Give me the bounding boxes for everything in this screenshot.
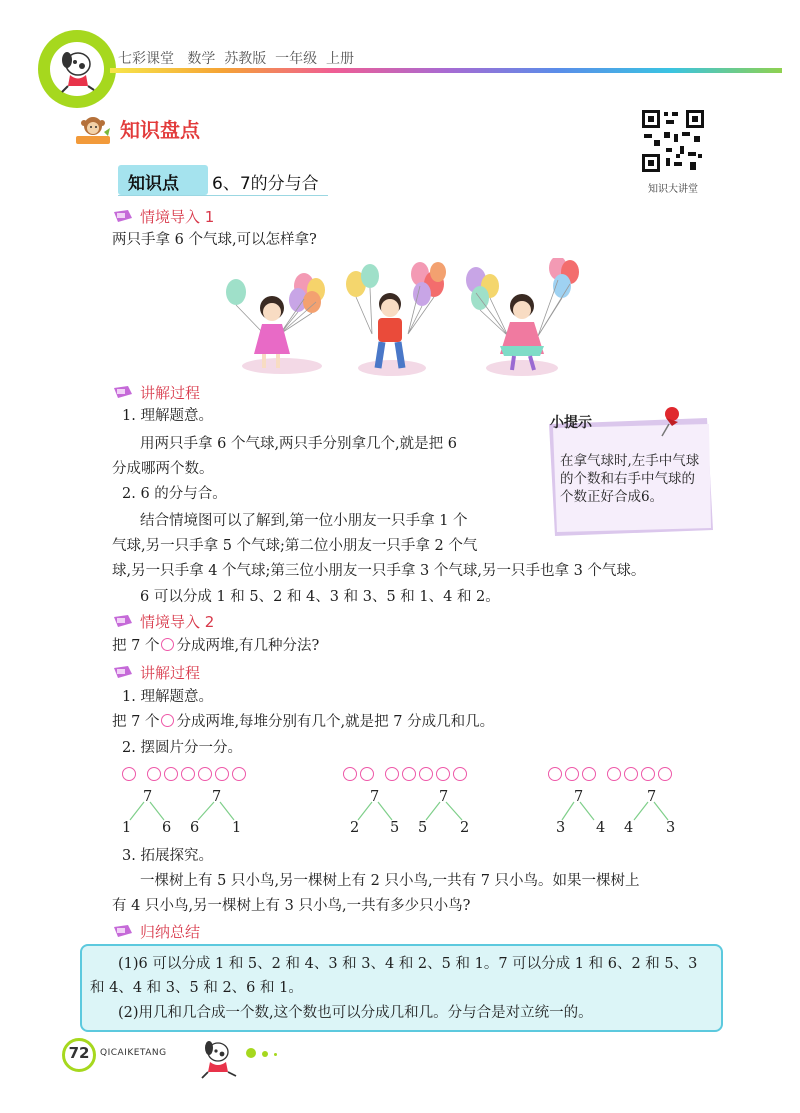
qr-label: 知识大讲堂 <box>648 184 698 195</box>
tree1a-left: 1 <box>122 820 132 836</box>
explain1-para1-line2: 分成哪两个数。 <box>112 461 214 477</box>
circle-chip-icon <box>419 767 433 781</box>
circle-chip-icon <box>402 767 416 781</box>
tip-text: 在拿气球时,左手中气球的个数和右手中气球的个数正好合成6。 <box>560 453 700 505</box>
tree3b-total: 7 <box>647 789 657 805</box>
explain1-para2-line2: 气球,另一只手拿 5 个气球;第二位小朋友一只手拿 2 个气 <box>112 538 478 554</box>
tree1a-total: 7 <box>143 789 153 805</box>
summary-heading: 归纳总结 <box>140 923 201 941</box>
tree1b-total: 7 <box>212 789 222 805</box>
dog-mascot-icon <box>52 42 104 94</box>
explain1-step2: 2. 6 的分与合。 <box>122 486 227 502</box>
slide-icon <box>112 384 134 400</box>
circle-chip-icon <box>548 767 562 781</box>
tree3b-right: 3 <box>666 820 676 836</box>
monkey-on-book-icon <box>74 112 112 146</box>
circle-chip-icon <box>147 767 161 781</box>
explain2-para1-after: 分成两堆,每堆分别有几个,就是把 7 分成几和几。 <box>176 714 495 730</box>
slide-icon <box>112 923 134 939</box>
circle-chip-icon <box>565 767 579 781</box>
footer-dot-small <box>274 1053 277 1056</box>
qr-code-icon[interactable] <box>640 108 706 174</box>
tree2a-left: 2 <box>350 820 360 836</box>
circle-chip-icon <box>164 767 178 781</box>
scenario1-heading: 情境导入 1 <box>140 208 215 226</box>
circle-chip-icon <box>232 767 246 781</box>
summary-line2: 和 4、4 和 3、5 和 2、6 和 1。 <box>90 980 303 996</box>
explain2-heading: 讲解过程 <box>140 664 201 682</box>
footer-dot-medium <box>262 1051 268 1057</box>
circle-chip-icon <box>607 767 621 781</box>
knowledge-point-label: 知识点 <box>128 174 179 194</box>
dog-mascot-icon <box>196 1034 242 1080</box>
circle-chip-icon <box>198 767 212 781</box>
circle-chip-icon <box>385 767 399 781</box>
circle-chip-icon <box>161 714 174 727</box>
tree2a-total: 7 <box>370 789 380 805</box>
explain1-step1: 1. 理解题意。 <box>122 408 213 424</box>
circle-chip-icon <box>215 767 229 781</box>
section-title: 知识盘点 <box>120 118 200 142</box>
scenario1-question: 两只手拿 6 个气球,可以怎样拿? <box>112 232 317 248</box>
summary-line3: (2)用几和几合成一个数,这个数也可以分成几和几。分与合是对立统一的。 <box>118 1005 593 1021</box>
explain2-step1: 1. 理解题意。 <box>122 689 213 705</box>
explain1-para2-line3: 球,另一只手拿 4 个气球;第三位小朋友一只手拿 3 个气球,另一只手也拿 3 个气球。 <box>112 563 646 579</box>
tree2b-total: 7 <box>439 789 449 805</box>
slide-icon <box>112 613 134 629</box>
scenario2-question-after: 分成两堆,有几种分法? <box>176 638 320 654</box>
tree2b-right: 2 <box>460 820 470 836</box>
explain2-para3-line2: 有 4 只小鸟,另一棵树上有 3 只小鸟,一共有多少只小鸟? <box>112 898 471 914</box>
explain1-conclusion: 6 可以分成 1 和 5、2 和 4、3 和 3、5 和 1、4 和 2。 <box>140 589 500 605</box>
explain1-para1-line1: 用两只手拿 6 个气球,两只手分别拿几个,就是把 6 <box>140 436 457 452</box>
tree1b-right: 1 <box>232 820 242 836</box>
explain2-para3-line1: 一棵树上有 5 只小鸟,另一棵树上有 2 只小鸟,一共有 7 只小鸟。如果一棵树上 <box>140 873 640 889</box>
explain1-heading: 讲解过程 <box>140 384 201 402</box>
pushpin-icon <box>656 404 684 438</box>
circle-chip-icon <box>436 767 450 781</box>
circle-chip-icon <box>658 767 672 781</box>
circle-chip-icon <box>582 767 596 781</box>
scenario2-question-before: 把 7 个 <box>112 638 160 654</box>
scenario2-question <box>112 636 319 656</box>
tree3a-total: 7 <box>574 789 584 805</box>
circle-chip-icon <box>161 638 174 651</box>
circle-chip-icon <box>343 767 357 781</box>
tree2a-right: 5 <box>390 820 400 836</box>
tree2b-left: 5 <box>418 820 428 836</box>
footer-brand: QICAIKETANG <box>100 1048 167 1058</box>
circles-split-3-4 <box>548 766 675 782</box>
tree3a-right: 4 <box>596 820 606 836</box>
tree1a-right: 6 <box>162 820 172 836</box>
slide-icon <box>112 208 134 224</box>
tree3a-left: 3 <box>556 820 566 836</box>
footer-dot-large <box>246 1048 256 1058</box>
children-with-balloons-illustration <box>222 258 588 384</box>
explain1-para2-line1: 结合情境图可以了解到,第一位小朋友一只手拿 1 个 <box>140 513 468 529</box>
circles-split-2-5 <box>343 766 470 782</box>
circle-chip-icon <box>360 767 374 781</box>
book-meta: 数学 苏教版 一年级 上册 <box>187 51 355 67</box>
knowledge-point-underline <box>118 195 328 196</box>
circle-chip-icon <box>453 767 467 781</box>
scenario2-heading: 情境导入 2 <box>140 613 215 631</box>
circle-chip-icon <box>641 767 655 781</box>
tip-badge: 小提示 <box>550 415 592 431</box>
explain2-para1 <box>112 712 494 732</box>
circle-chip-icon <box>181 767 195 781</box>
circle-chip-icon <box>122 767 136 781</box>
tree3b-left: 4 <box>624 820 634 836</box>
circles-split-1-6 <box>122 766 249 782</box>
explain2-step2: 2. 摆圆片分一分。 <box>122 740 242 756</box>
series-name: 七彩课堂 <box>118 51 174 67</box>
knowledge-point-topic: 6、7的分与合 <box>212 174 319 194</box>
explain2-step3: 3. 拓展探究。 <box>122 848 213 864</box>
slide-icon <box>112 664 134 680</box>
page-number: 72 <box>68 1044 90 1062</box>
circle-chip-icon <box>624 767 638 781</box>
summary-line1: (1)6 可以分成 1 和 5、2 和 4、3 和 3、4 和 2、5 和 1。7 可以分成 1 和 6、2 和 5、3 <box>118 956 698 972</box>
header-title <box>118 48 354 68</box>
header-rainbow-bar <box>110 68 782 73</box>
explain2-para1-before: 把 7 个 <box>112 714 160 730</box>
tree1b-left: 6 <box>190 820 200 836</box>
